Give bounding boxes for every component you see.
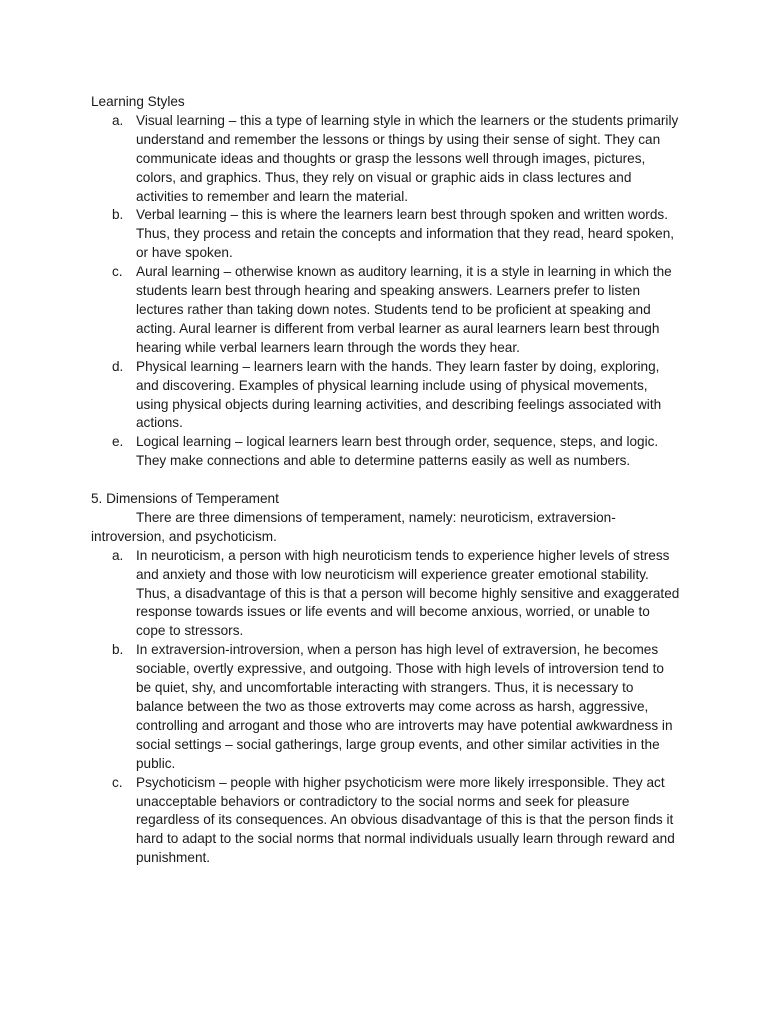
list-marker: e. (112, 434, 124, 450)
list-marker: b. (112, 642, 124, 658)
list-item (91, 433, 681, 471)
list-item (91, 641, 681, 773)
list-marker: c. (112, 774, 123, 790)
paragraph-spacer (91, 471, 681, 490)
temperament-list (91, 547, 681, 868)
temperament-heading: 5. Dimensions of Temperament (91, 491, 279, 507)
list-marker: a. (112, 547, 124, 563)
list-item-text: In neuroticism, a person with high neuroticism tends to experience higher levels of stress and anxiety and those with low neuroticism will experience greater emotional stability. Thus, a disadvantage of this is that a person will become highly sensitive and exaggerated response towards issues or life events and will become anxious, worried, or unable to cope to stressors. (136, 547, 680, 639)
list-marker: b. (112, 207, 124, 223)
list-item (91, 358, 681, 434)
list-item (91, 112, 681, 207)
list-item-text: Aural learning – otherwise known as auditory learning, it is a style in learning in which the students learn best through hearing and speaking answers. Learners prefer to listen lectures rather than taking down notes. Students tend to be proficient at speaking and acting. Aural learner is different from verbal learner as aural learners learn best through hearing while verbal learners learn through the words they hear. (136, 264, 672, 355)
list-item (91, 263, 681, 358)
list-item (91, 774, 681, 869)
learning-styles-heading: Learning Styles (91, 94, 185, 109)
list-marker: a. (112, 112, 124, 128)
list-item (91, 547, 681, 642)
list-item-text: Psychoticism – people with higher psychoticism were more likely irresponsible. They act unacceptable behaviors or contradictory to the social norms and seek for pleasure regardless of its consequences. An obvious disadvantage of this is that the person finds it hard to adapt to the social norms that normal individuals usually learn through reward and punishment. (136, 774, 675, 866)
list-item-text: Logical learning – logical learners learn best through order, sequence, steps, and logic. They make connections and able to determine patterns easily as well as numbers. (136, 434, 659, 469)
list-item-text: Physical learning – learners learn with the hands. They learn faster by doing, exploring, and discovering. Examples of physical learning include using of physical movements, using physical objects during learning activities, and describing feelings associated with actions. (136, 358, 662, 431)
list-item-text: Verbal learning – this is where the learners learn best through spoken and written words. Thus, they process and retain the concepts and information that they read, heard spoken, or have spoken. (136, 207, 675, 261)
list-item-text: Visual learning – this a type of learning style in which the learners or the students primarily understand and remember the lessons or things by using their sense of sight. They can communicate ideas and thoughts or grasp the lessons well through images, pictures, colors, and graphics. Thus, they rely on visual or graphic aids in class lectures and activities to remember and learn the material. (136, 112, 679, 204)
learning-styles-list (91, 112, 681, 471)
list-marker: c. (112, 264, 123, 280)
document-body (91, 93, 681, 868)
list-item-text: In extraversion-introversion, when a person has high level of extraversion, he becomes sociable, overtly expressive, and outgoing. Those with high levels of introversion tend to be quiet, shy, and uncomfortable interacting with strangers. Thus, it is necessary to balance between the two as those extroverts may come across as harsh, aggressive, controlling and arrogant and those who are introverts may have potential awkwardness in social settings – social gatherings, large group events, and other similar activities in the public. (136, 642, 673, 771)
list-item (91, 206, 681, 263)
temperament-intro: There are three dimensions of temperament, namely: neuroticism, extraversion-introversion, and psychoticism. (91, 509, 616, 544)
list-marker: d. (112, 358, 124, 374)
